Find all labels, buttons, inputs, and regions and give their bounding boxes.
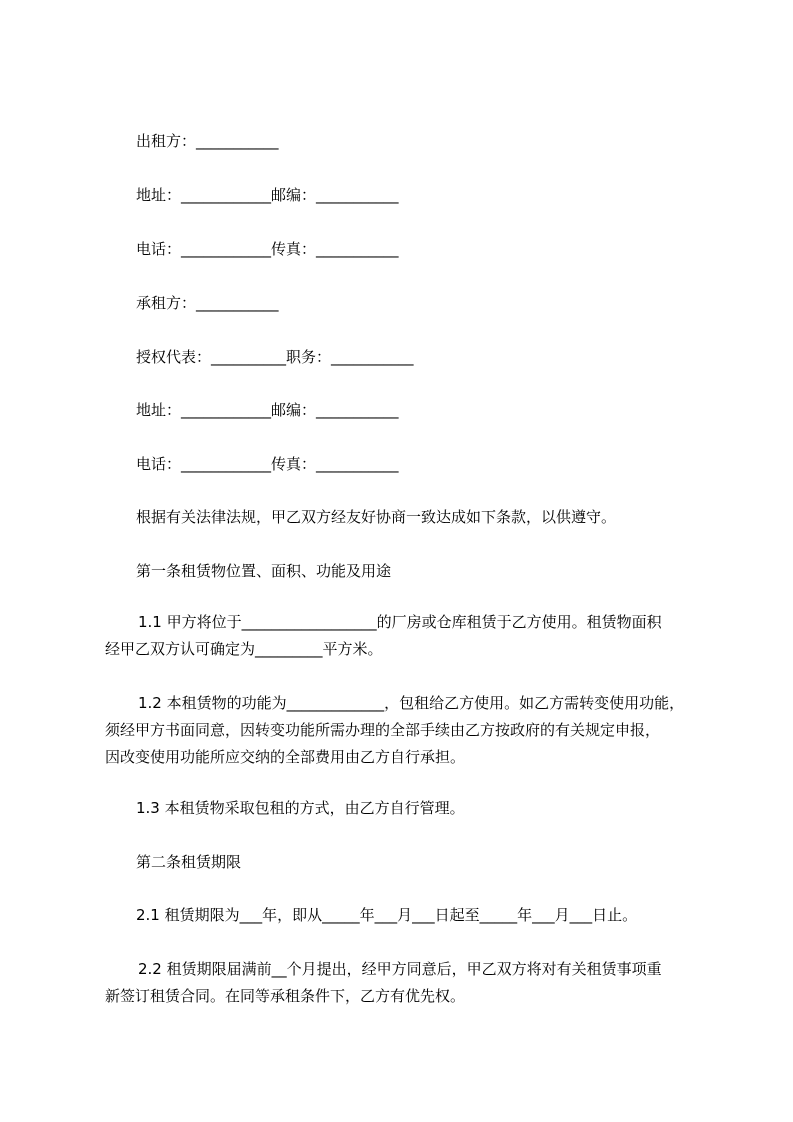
- lessor-address-line: 地址：____________邮编：___________: [136, 186, 399, 204]
- lessee-phone-line: 电话：____________传真：___________: [136, 455, 399, 473]
- preamble: 根据有关法律法规，甲乙双方经友好协商一致达成如下条款，以供遵守。: [136, 508, 617, 526]
- lessee-rep-line: 授权代表：__________职务：___________: [136, 348, 414, 366]
- clause-1-1-line-1: 1.1 甲方将位于__________________的厂房或仓库租赁于乙方使用。租赁物面积: [138, 613, 662, 631]
- clause-2-2: [0, 955, 793, 1071]
- clause-1-1-line-2: 经甲乙双方认可确定为_________平方米。: [105, 640, 383, 658]
- lessee-name-line: 承租方：___________: [136, 294, 279, 312]
- clause-2-2-line-1: 2.2 租赁期限届满前__个月提出，经甲方同意后，甲乙双方将对有关租赁事项重: [138, 960, 662, 978]
- clause-2-2-line-2: 新签订租赁合同。在同等承租条件下，乙方有优先权。: [105, 987, 466, 1005]
- clause-1-2-line-3: 因改变使用功能所应交纳的全部费用由乙方自行承担。: [105, 748, 466, 766]
- clause-1-3: 1.3 本租赁物采取包租的方式，由乙方自行管理。: [136, 799, 465, 817]
- clause-2-1: 2.1 租赁期限为___年，即从_____年___月___日起至_____年___月___日止。: [136, 906, 638, 924]
- clause-1-2-line-1: 1.2 本租赁物的功能为_____________，包租给乙方使用。如乙方需转变使用功能，: [138, 694, 685, 712]
- article1-title: 第一条租赁物位置、面积、功能及用途: [136, 562, 392, 580]
- article2-title: 第二条租赁期限: [136, 853, 242, 871]
- lessor-phone-line: 电话：____________传真：___________: [136, 240, 399, 258]
- clause-1-2-line-2: 须经甲方书面同意，因转变功能所需办理的全部手续由乙方按政府的有关规定申报，: [105, 721, 661, 739]
- lessee-address-line: 地址：____________邮编：___________: [136, 401, 399, 419]
- lessor-name-line: 出租方：___________: [136, 132, 279, 150]
